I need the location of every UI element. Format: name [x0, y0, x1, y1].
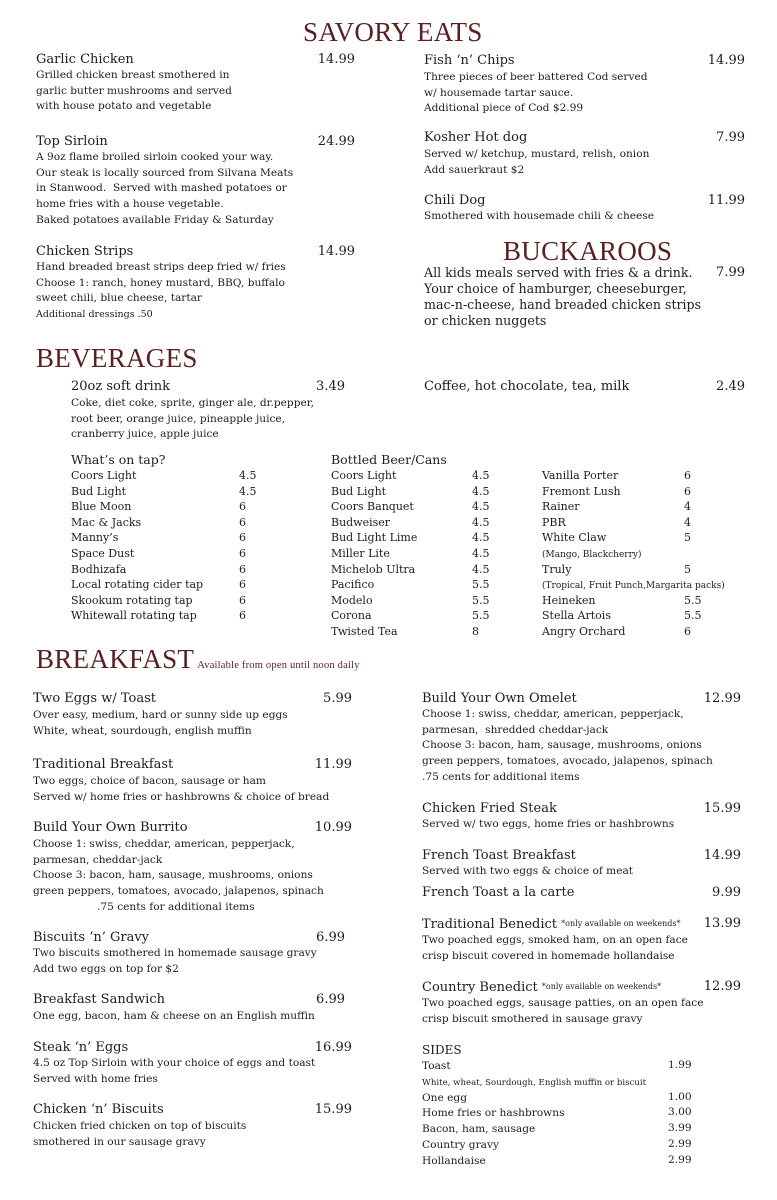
- list-item-price: 4.5: [472, 562, 490, 576]
- list-item-price: 3.00: [668, 1106, 692, 1119]
- list-item: [542, 515, 772, 531]
- item-name: Steak ‘n’ Eggs: [33, 1040, 129, 1055]
- item-price: 6.99: [316, 930, 345, 945]
- item-description: Two poached eggs, smoked ham, on an open face crisp biscuit covered in homemade hollandaise: [422, 934, 688, 962]
- list-item-name: Fremont Lush: [542, 484, 621, 498]
- item-description: Smothered with housemade chili & cheese: [424, 210, 655, 222]
- breakfast-title: BREAKFAST: [36, 644, 195, 674]
- buckaroos-price: 7.99: [716, 265, 745, 280]
- item-name: Top Sirloin: [36, 134, 108, 149]
- list-item-name: Blue Moon: [71, 500, 132, 514]
- list-item-name: Stella Artois: [542, 609, 611, 623]
- list-item: [331, 562, 501, 578]
- list-item-price: 2.99: [668, 1153, 692, 1166]
- soft-drink-price: 3.49: [316, 379, 345, 394]
- item-note: Additional dressings .50: [36, 309, 153, 320]
- list-item: [331, 608, 501, 624]
- item-description: Over easy, medium, hard or sunny side up eggs White, wheat, sourdough, english muffin: [33, 709, 288, 737]
- list-item-price: 1.00: [668, 1090, 692, 1103]
- list-item-name: (Tropical, Fruit Punch,Margarita packs): [542, 581, 725, 592]
- list-item: [542, 530, 772, 546]
- item-price: 13.99: [703, 916, 741, 931]
- item-price: 5.99: [323, 691, 352, 706]
- item-name: Kosher Hot dog: [424, 130, 528, 145]
- item-description: Grilled chicken breast smothered in garlic butter mushrooms and served with house potato and vegetable: [36, 69, 232, 113]
- list-item: [422, 1090, 702, 1106]
- more-beer-list: [542, 468, 772, 640]
- hot-drinks-price: 2.49: [716, 379, 745, 394]
- list-item: [542, 624, 772, 640]
- list-item-name: Space Dust: [71, 546, 135, 560]
- list-item: [542, 484, 772, 500]
- sides-header: SIDES: [422, 1043, 462, 1057]
- list-item-name: Truly: [542, 562, 572, 576]
- list-item-name: Manny’s: [71, 531, 119, 545]
- list-item-price: 4: [684, 500, 691, 514]
- list-item: [542, 468, 772, 484]
- list-item-name: Pacifico: [331, 578, 375, 592]
- item-name: Biscuits ‘n’ Gravy: [33, 930, 150, 945]
- list-item: [331, 577, 501, 593]
- item-name: Traditional Breakfast: [33, 757, 174, 772]
- list-item-price: 4.5: [472, 515, 490, 529]
- item-name: Build Your Own Omelet: [422, 691, 577, 706]
- item-name: Fish ‘n’ Chips: [424, 53, 515, 68]
- soft-drink-description: Coke, diet coke, sprite, ginger ale, dr.pepper, root beer, orange juice, pineapple juice, cranberry juice, apple juice: [71, 397, 315, 441]
- list-item-price: 6: [239, 609, 246, 623]
- list-item-name: White, wheat, Sourdough, English muffin or biscuit: [422, 1077, 647, 1088]
- list-item-name: Heineken: [542, 593, 596, 607]
- item-price: 15.99: [314, 1102, 352, 1117]
- list-item-price: 3.99: [668, 1122, 692, 1135]
- item-price: 11.99: [314, 757, 352, 772]
- item-description: Served w/ two eggs, home fries or hashbrowns: [422, 818, 675, 830]
- list-item-price: 4.5: [239, 469, 257, 482]
- sides-list: [422, 1058, 702, 1169]
- list-item: [331, 484, 501, 500]
- item-description: 4.5 oz Top Sirloin with your choice of eggs and toast Served with home fries: [33, 1057, 316, 1085]
- list-item-name: Coors Banquet: [331, 500, 414, 514]
- item-description: Served w/ ketchup, mustard, relish, onion Add sauerkraut $2: [424, 148, 650, 176]
- item-description: Served with two eggs & choice of meat: [422, 865, 634, 877]
- list-item-price: 6: [239, 578, 246, 592]
- item-name: Chicken ‘n’ Biscuits: [33, 1102, 164, 1117]
- list-item-price: 5: [684, 562, 691, 576]
- list-item: [331, 593, 501, 609]
- bottled-list: [331, 468, 501, 640]
- item-description: Two biscuits smothered in homemade sausage gravy Add two eggs on top for $2: [33, 947, 317, 975]
- item-name: Chicken Fried Steak: [422, 801, 557, 816]
- list-item-name: Miller Lite: [331, 546, 390, 560]
- soft-drink-name: 20oz soft drink: [71, 379, 170, 394]
- list-item: [331, 624, 501, 640]
- list-item-price: 5.5: [684, 593, 702, 607]
- list-item-name: Bud Light: [71, 484, 127, 498]
- list-item: [71, 608, 271, 624]
- list-item-name: Modelo: [331, 593, 373, 607]
- list-item-price: 6: [684, 484, 691, 498]
- list-item: [422, 1074, 702, 1090]
- weekend-note: *only available on weekends*: [561, 919, 681, 928]
- item-description: Two poached eggs, sausage patties, on an open face crisp biscuit smothered in sausage gravy: [422, 997, 704, 1025]
- item-description: Chicken fried chicken on top of biscuits smothered in our sausage gravy: [33, 1120, 247, 1148]
- list-item-price: 4.5: [239, 484, 257, 498]
- list-item: [542, 499, 772, 515]
- list-item-price: 4.5: [472, 500, 490, 514]
- item-price: 10.99: [314, 820, 352, 835]
- list-item-price: 8: [472, 624, 479, 638]
- item-price: 24.99: [317, 134, 355, 149]
- list-item: [331, 546, 501, 562]
- list-item: [331, 499, 501, 515]
- item-price: 12.99: [703, 979, 741, 994]
- list-item-name: PBR: [542, 515, 566, 529]
- item-name: Two Eggs w/ Toast: [33, 691, 157, 706]
- list-item-name: Bacon, ham, sausage: [422, 1123, 536, 1136]
- list-item-price: 6: [239, 562, 246, 576]
- item-price: 6.99: [316, 992, 345, 1007]
- item-name: Breakfast Sandwich: [33, 992, 165, 1007]
- list-item-name: Bud Light: [331, 484, 387, 498]
- list-item-name: Toast: [422, 1060, 451, 1072]
- item-price: 14.99: [317, 52, 355, 67]
- weekend-note: *only available on weekends*: [541, 982, 662, 991]
- list-item-price: 6: [239, 546, 246, 560]
- list-item-name: Corona: [331, 609, 372, 623]
- list-item: [71, 484, 271, 500]
- item-description: Three pieces of beer battered Cod served w/ housemade tartar sauce. Additional piece of Cod $2.99: [424, 71, 648, 115]
- list-item-name: Skookum rotating tap: [71, 593, 193, 607]
- list-item-price: 6: [684, 624, 691, 638]
- list-item-name: Angry Orchard: [542, 624, 626, 638]
- list-item: [542, 593, 772, 609]
- list-item-name: Twisted Tea: [331, 624, 398, 638]
- item-description: Hand breaded breast strips deep fried w/ fries Choose 1: ranch, honey mustard, BBQ, buffalo sweet chili, blue cheese, tartar: [36, 261, 286, 305]
- list-item-name: Bodhizafa: [71, 562, 127, 576]
- list-item: [422, 1121, 702, 1137]
- buckaroos-title: BUCKAROOS: [503, 236, 673, 266]
- list-item-price: 4.5: [472, 546, 490, 560]
- item-description: One egg, bacon, ham & cheese on an English muffin: [33, 1010, 315, 1022]
- list-item-name: White Claw: [542, 531, 607, 545]
- list-item: [422, 1137, 702, 1153]
- list-item-price: 6: [239, 500, 246, 514]
- item-name: Chili Dog: [424, 193, 486, 208]
- item-price: 14.99: [703, 848, 741, 863]
- list-item-name: One egg: [422, 1091, 467, 1104]
- list-item-name: Country gravy: [422, 1138, 499, 1151]
- beverages-title: BEVERAGES: [36, 343, 198, 373]
- list-item: [542, 577, 772, 593]
- breakfast-heading: [36, 644, 360, 674]
- list-item: [331, 515, 501, 531]
- list-item-price: 4.5: [472, 484, 490, 498]
- list-item-name: Home fries or hashbrowns: [422, 1107, 565, 1120]
- list-item-name: Whitewall rotating tap: [71, 609, 197, 623]
- item-price: 15.99: [703, 801, 741, 816]
- item-price: 16.99: [314, 1040, 352, 1055]
- item-price: 7.99: [716, 130, 745, 145]
- list-item-name: Bud Light Lime: [331, 531, 418, 545]
- list-item-price: 6: [239, 515, 246, 529]
- list-item-price: 6: [239, 593, 246, 607]
- list-item-price: 5.5: [472, 578, 490, 592]
- item-price: 14.99: [707, 53, 745, 68]
- list-item: [71, 562, 271, 578]
- buckaroos-description: All kids meals served with fries & a drink. Your choice of hamburger, cheeseburger, mac-n-cheese, hand breaded chicken strips or chicken nuggets: [424, 265, 702, 328]
- item-name: Chicken Strips: [36, 244, 134, 259]
- list-item: [71, 515, 271, 531]
- list-item-price: 5.5: [684, 609, 702, 623]
- list-item-name: Vanilla Porter: [542, 469, 619, 482]
- item-price: 11.99: [707, 193, 745, 208]
- tap-header: What’s on tap?: [71, 452, 166, 467]
- list-item-price: 4.5: [472, 531, 490, 545]
- list-item-price: 1.99: [668, 1059, 692, 1071]
- list-item-price: 5: [684, 531, 691, 545]
- list-item-name: Hollandaise: [422, 1154, 486, 1167]
- list-item-price: 2.99: [668, 1137, 692, 1150]
- list-item-name: (Mango, Blackcherry): [542, 549, 642, 560]
- item-price: 9.99: [712, 885, 741, 900]
- item-name: Build Your Own Burrito: [33, 820, 188, 835]
- item-price: 12.99: [703, 691, 741, 706]
- list-item-price: 5.5: [472, 593, 490, 607]
- list-item-price: 6: [239, 531, 246, 545]
- list-item-price: 5.5: [472, 609, 490, 623]
- list-item: [71, 499, 271, 515]
- list-item: [542, 546, 772, 562]
- hot-drinks-name: Coffee, hot chocolate, tea, milk: [424, 379, 630, 394]
- item-description: Two eggs, choice of bacon, sausage or ham Served w/ home fries or hashbrowns & choice of bread: [33, 775, 330, 803]
- item-name-with-note: [422, 979, 661, 996]
- list-item: [71, 546, 271, 562]
- item-description: Choose 1: swiss, cheddar, american, pepperjack, parmesan, cheddar-jack Choose 3: bacon, ham, sausage, mushrooms, onions green peppers, tomatoes, avocado, jalapenos, spinach .75 cents for additional items: [33, 838, 324, 913]
- item-price: 14.99: [317, 244, 355, 259]
- list-item: [71, 530, 271, 546]
- list-item-name: Coors Light: [331, 469, 397, 482]
- item-name: French Toast Breakfast: [422, 848, 576, 863]
- list-item-price: 4.5: [472, 469, 490, 482]
- item-description: A 9oz flame broiled sirloin cooked your way. Our steak is locally sourced from Silvana Meats in Stanwood. Served with mashed potatoes or home fries with a house vegetable. Baked potatoes available Friday & Saturday: [36, 151, 294, 226]
- list-item-name: Michelob Ultra: [331, 562, 416, 576]
- list-item: [542, 562, 772, 578]
- breakfast-availability: Available from open until noon daily: [197, 660, 360, 671]
- list-item-price: 4: [684, 515, 691, 529]
- list-item-name: Budweiser: [331, 515, 391, 529]
- list-item: [422, 1153, 702, 1169]
- list-item-name: Rainer: [542, 500, 580, 514]
- item-name: French Toast a la carte: [422, 885, 575, 900]
- item-description: Choose 1: swiss, cheddar, american, pepperjack, parmesan, shredded cheddar-jack Choose 3: bacon, ham, sausage, mushrooms, onions green peppers, tomatoes, avocado, jalapenos, spinach .75 cents for additional items: [422, 708, 713, 783]
- bottled-header: Bottled Beer/Cans: [331, 452, 447, 467]
- list-item-name: Mac & Jacks: [71, 515, 142, 529]
- list-item: [331, 468, 501, 484]
- list-item: [422, 1058, 702, 1074]
- item-name: Traditional Benedict: [422, 917, 562, 932]
- list-item: [331, 530, 501, 546]
- list-item: [422, 1105, 702, 1121]
- list-item-name: Coors Light: [71, 469, 137, 482]
- list-item: [542, 608, 772, 624]
- list-item-price: 6: [684, 469, 691, 482]
- item-name-with-note: [422, 916, 680, 933]
- tap-list: [71, 468, 271, 624]
- list-item: [71, 468, 271, 484]
- savory-eats-title: SAVORY EATS: [303, 17, 483, 47]
- list-item-name: Local rotating cider tap: [71, 578, 204, 592]
- item-name: Country Benedict: [422, 980, 542, 995]
- list-item: [71, 577, 271, 593]
- list-item: [71, 593, 271, 609]
- item-name: Garlic Chicken: [36, 52, 134, 67]
